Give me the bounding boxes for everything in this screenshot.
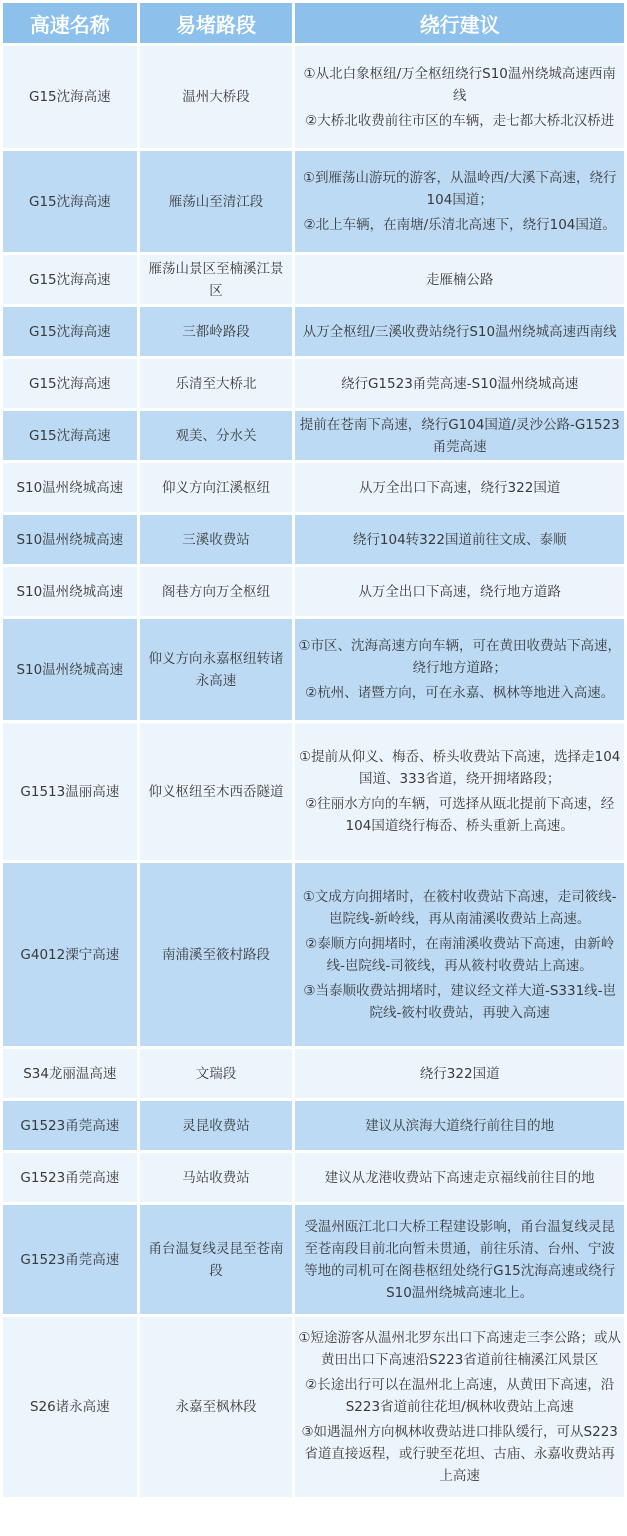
detour-advice-cell (295, 515, 624, 564)
table-row (3, 46, 624, 148)
highway-name-cell: S10温州绕城高速 (3, 463, 137, 512)
congested-section-cell: 雁荡山景区至楠溪江景区 (140, 255, 293, 304)
advice-item: ③当泰顺收费站拥堵时，建议经文祥大道-S331线-岜院线-筱村收费站，再驶入高速 (303, 982, 617, 1021)
advice-item: 绕行104转322国道前往文成、泰顺 (352, 531, 567, 548)
advice-item: ②杭州、诸暨方向，可在永嘉、枫林等地进入高速。 (305, 685, 615, 701)
table-row (3, 1205, 624, 1314)
highway-name-cell: G4012溧宁高速 (3, 863, 137, 1046)
detour-advice-cell (295, 411, 624, 460)
detour-advice-cell (295, 567, 624, 616)
table-row (3, 567, 624, 616)
advice-item: 走雁楠公路 (425, 271, 494, 288)
detour-advice-cell (295, 1317, 624, 1497)
congested-section-cell: 仰义方向永嘉枢纽转诸永高速 (140, 619, 293, 720)
advice-item: ②北上车辆，在南塘/乐清北高速下，绕行104国道。 (303, 217, 616, 233)
highway-name-cell: G1523甬莞高速 (3, 1205, 137, 1314)
congested-section-cell: 乐清至大桥北 (140, 359, 293, 408)
congested-section-cell: 观美、分水关 (140, 411, 293, 460)
table-row (3, 1153, 624, 1202)
advice-item: ①文成方向拥堵时，在筱村收费站下高速，走司筱线-岜院线-新岭线，再从南浦溪收费站上高速。 (302, 888, 617, 927)
detour-advice-cell (295, 723, 624, 860)
table-row (3, 463, 624, 512)
advice-item: 从万全枢纽/三溪收费站绕行S10温州绕城高速西南线 (302, 323, 617, 340)
detour-advice-cell (295, 1101, 624, 1150)
detour-advice-cell (295, 151, 624, 252)
congested-section-cell: 南浦溪至筱村路段 (140, 863, 293, 1046)
table-row (3, 863, 624, 1046)
detour-advice-cell (295, 1049, 624, 1098)
detour-advice-cell (295, 359, 624, 408)
congested-section-cell: 甬台温复线灵昆至苍南段 (140, 1205, 293, 1314)
advice-item: ③如遇温州方向枫林收费站进口排队缓行，可从S223省道直接返程，或行驶至花坦、古庙、永嘉收费站再上高速 (301, 1424, 618, 1484)
advice-item: 从万全出口下高速，绕行地方道路 (358, 583, 561, 600)
highway-name-cell: S26诸永高速 (3, 1317, 137, 1497)
advice-item: 提前在苍南下高速，绕行G104国道/灵沙公路-G1523甬莞高速 (299, 416, 620, 455)
highway-name-cell: G15沈海高速 (3, 151, 137, 252)
highway-name-cell: G15沈海高速 (3, 46, 137, 148)
advice-item: ②往丽水方向的车辆，可选择从瓯北提前下高速，经104国道绕行梅岙、桥头重新上高速。 (305, 796, 615, 834)
congested-section-cell: 温州大桥段 (140, 46, 293, 148)
advice-item: 受温州瓯江北口大桥工程建设影响，甬台温复线灵昆至苍南段目前北向暂未贯通，前往乐清、台州、宁波等地的司机可在阁巷枢纽处绕行G15沈海高速或绕行S10温州绕城高速北上。 (304, 1218, 616, 1301)
table-row (3, 359, 624, 408)
header-detour-advice: 绕行建议 (295, 3, 624, 43)
highway-name-cell: S34龙丽温高速 (3, 1049, 137, 1098)
header-highway-name: 高速名称 (3, 3, 137, 43)
advice-item: 绕行G1523甬莞高速-S10温州绕城高速 (340, 375, 579, 392)
advice-item: ①市区、沈海高速方向车辆，可在黄田收费站下高速，绕行地方道路； (298, 638, 621, 676)
congested-section-cell: 灵昆收费站 (140, 1101, 293, 1150)
advice-item: 建议从滨海大道绕行前往目的地 (365, 1117, 555, 1134)
highway-name-cell: G1523甬莞高速 (3, 1153, 137, 1202)
congested-section-cell: 永嘉至枫林段 (140, 1317, 293, 1497)
table-row (3, 1101, 624, 1150)
congested-section-cell: 三都岭路段 (140, 307, 293, 356)
table-row (3, 515, 624, 564)
advice-item: ②长途出行可以在温州北上高速，从黄田下高速，沿S223省道前往花坦/枫林收费站上高速 (305, 1377, 615, 1415)
highway-name-cell: G15沈海高速 (3, 411, 137, 460)
detour-advice-cell (295, 863, 624, 1046)
advice-item: ①短途游客从温州北罗东出口下高速走三李公路；或从黄田出口下高速沿S223省道前往楠溪江风景区 (298, 1330, 621, 1368)
highway-name-cell: G1523甬莞高速 (3, 1101, 137, 1150)
advice-item: ①提前从仰义、梅岙、桥头收费站下高速，选择走104国道、333省道，绕开拥堵路段； (299, 749, 621, 787)
congested-section-cell: 三溪收费站 (140, 515, 293, 564)
table-row (3, 1049, 624, 1098)
detour-advice-cell (295, 307, 624, 356)
advice-item: 从万全出口下高速，绕行322国道 (359, 479, 561, 496)
advice-item: ②泰顺方向拥堵时，在南浦溪收费站下高速，由新岭线-岜院线-司筱线，再从筱村收费站上高速。 (305, 935, 615, 974)
advice-item: ①到雁荡山游玩的游客，从温岭西/大溪下高速，绕行104国道； (302, 170, 617, 208)
advice-item: 建议从龙港收费站下高速走京福线前往目的地 (324, 1169, 595, 1186)
detour-advice-cell (295, 1153, 624, 1202)
congested-section-cell: 文瑞段 (140, 1049, 293, 1098)
highway-name-cell: G15沈海高速 (3, 359, 137, 408)
highway-name-cell: S10温州绕城高速 (3, 515, 137, 564)
advice-item: ②大桥北收费前往市区的车辆，走七都大桥北汉桥进 (305, 112, 615, 129)
highway-name-cell: G1513温丽高速 (3, 723, 137, 860)
table-row (3, 151, 624, 252)
table-row (3, 723, 624, 860)
congested-section-cell: 仰义方向江溪枢纽 (140, 463, 293, 512)
table-body (3, 46, 624, 1497)
table-row (3, 1317, 624, 1497)
table-row (3, 255, 624, 304)
detour-advice-cell (295, 255, 624, 304)
detour-advice-cell (295, 1205, 624, 1314)
table-header-row (3, 3, 624, 43)
highway-name-cell: G15沈海高速 (3, 307, 137, 356)
detour-advice-cell (295, 463, 624, 512)
highway-name-cell: S10温州绕城高速 (3, 567, 137, 616)
highway-name-cell: S10温州绕城高速 (3, 619, 137, 720)
advice-item: 绕行322国道 (419, 1065, 500, 1082)
congested-section-cell: 阁巷方向万全枢纽 (140, 567, 293, 616)
detour-advice-cell (295, 619, 624, 720)
table-row (3, 411, 624, 460)
table-row (3, 619, 624, 720)
congested-section-cell: 雁荡山至清江段 (140, 151, 293, 252)
highway-name-cell: G15沈海高速 (3, 255, 137, 304)
header-congested-section: 易堵路段 (140, 3, 293, 43)
congested-section-cell: 仰义枢纽至木西岙隧道 (140, 723, 293, 860)
detour-advice-cell (295, 46, 624, 148)
advice-item: ①从北白象枢纽/万全枢纽绕行S10温州绕城高速西南线 (303, 65, 616, 104)
table-row (3, 307, 624, 356)
congested-section-cell: 马站收费站 (140, 1153, 293, 1202)
